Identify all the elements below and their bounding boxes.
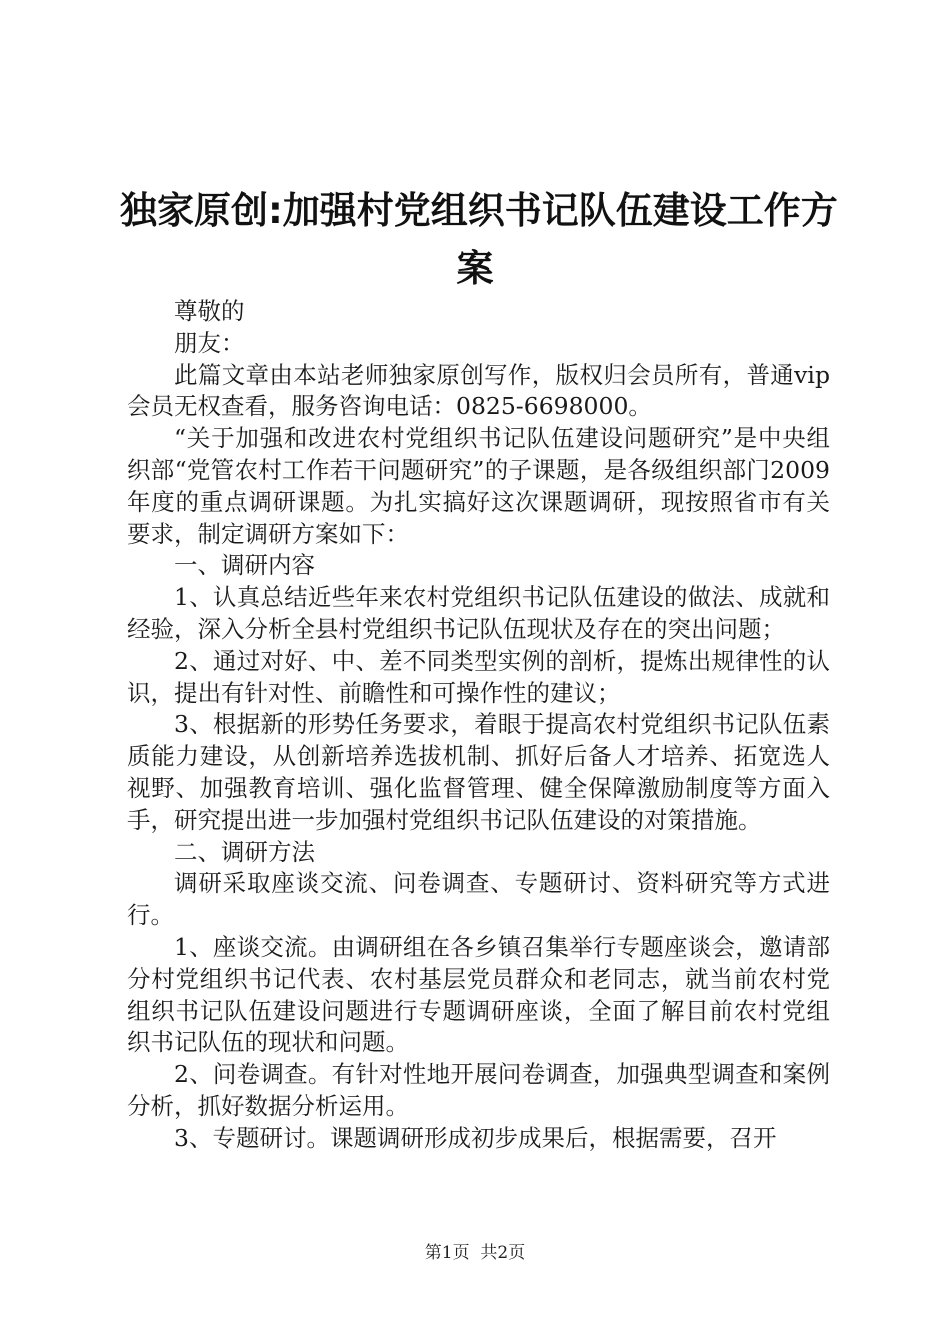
- section-heading-content: 一、调研内容: [174, 551, 315, 580]
- content-item-2: 2、通过对好、中、差不同类型实例的剖析，提炼出规律性的认识，提出有针对性、前瞻性和可操作性的建议；: [127, 646, 830, 707]
- method-item-2: 2、问卷调查。有针对性地开展问卷调查，加强典型调查和案例分析，抓好数据分析运用。: [127, 1060, 830, 1120]
- content-item-1: 1、认真总结近些年来农村党组织书记队伍建设的做法、成就和经验，深入分析全县村党组织书记队伍现状及存在的突出问题；: [127, 583, 830, 643]
- content-item-3: 3、根据新的形势任务要求，着眼于提高农村党组织书记队伍素质能力建设，从创新培养选拔机制、抓好后备人才培养、拓宽选人视野、加强教育培训、强化监督管理、健全保障激励制度等方面入手，研究提出进一步加强村党组织书记队伍建设的对策措施。: [127, 710, 830, 834]
- method-item-3: 3、专题研讨。课题调研形成初步成果后，根据需要，召开: [174, 1123, 777, 1152]
- copyright-notice: 此篇文章由本站老师独家原创写作，版权归会员所有，普通vip会员无权查看，服务咨询电话：0825-6698000。: [127, 360, 830, 421]
- document-title: 独家原创:加强村党组织书记队伍建设工作方: [120, 189, 838, 232]
- intro-paragraph: “关于加强和改进农村党组织书记队伍建设问题研究”是中央组织部“党管农村工作若干问题研究”的子课题，是各级组织部门2009年度的重点调研课题。为扎实搞好这次课题调研，现按照省市有关要求，制定调研方案如下：: [127, 424, 830, 548]
- salutation-line-2: 朋友：: [174, 328, 245, 357]
- page-total: 共2页: [480, 1243, 526, 1263]
- method-item-1: 1、座谈交流。由调研组在各乡镇召集举行专题座谈会，邀请部分村党组织书记代表、农村基层党员群众和老同志，就当前农村党组织书记队伍建设问题进行专题调研座谈，全面了解目前农村党组织书记队伍的现状和问题。: [127, 932, 830, 1057]
- document-title-continuation: 案: [456, 247, 494, 290]
- method-intro: 调研采取座谈交流、问卷调查、专题研讨、资料研究等方式进行。: [127, 869, 830, 930]
- salutation-line-1: 尊敬的: [174, 297, 245, 325]
- page-footer: [0, 1241, 950, 1265]
- document-body: [127, 296, 830, 1155]
- section-heading-method: 二、调研方法: [174, 837, 315, 866]
- page-number: 第1页: [424, 1243, 470, 1263]
